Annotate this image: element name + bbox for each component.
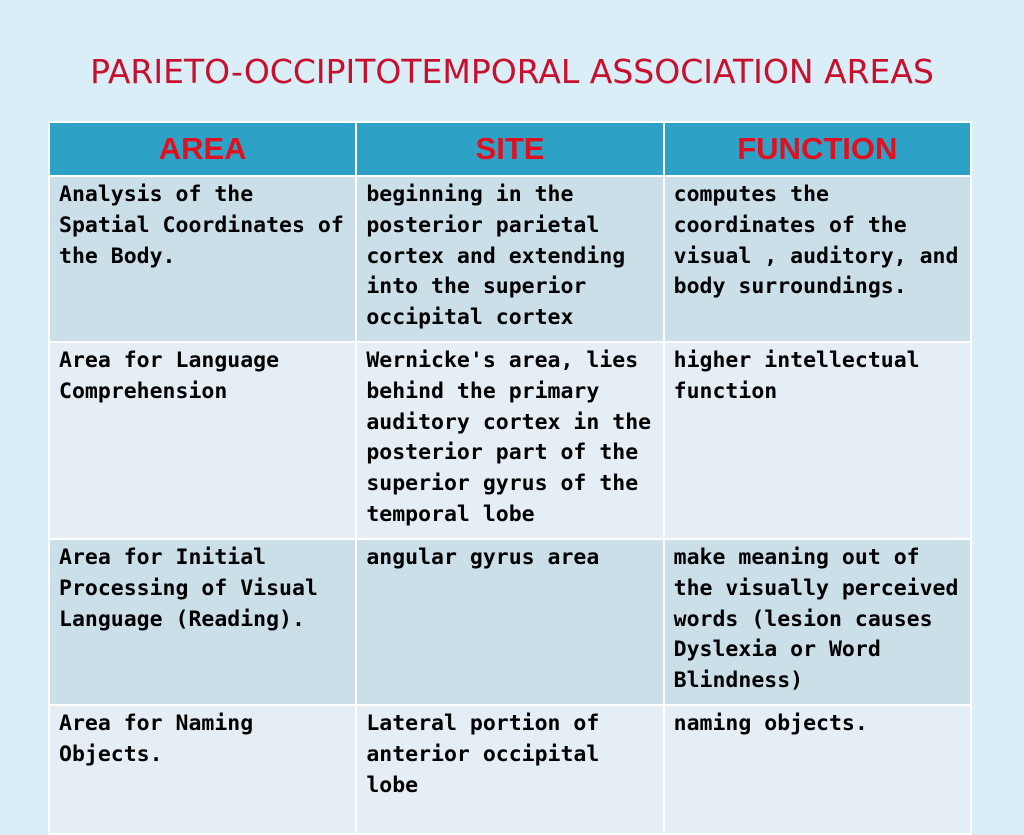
- area-cell: Area for Naming Objects.: [49, 705, 356, 834]
- table-row: [49, 342, 971, 539]
- area-cell: Area for Initial Processing of Visual Language (Reading).: [49, 539, 356, 705]
- function-cell: computes the coordinates of the visual , auditory, and body surroundings.: [664, 176, 971, 342]
- table-row: [49, 539, 971, 705]
- header-area: AREA: [49, 122, 356, 176]
- site-cell: Wernicke's area, lies behind the primary auditory cortex in the posterior part of the superior gyrus of the temporal lobe: [356, 342, 663, 539]
- header-site: SITE: [356, 122, 663, 176]
- table-header-row: [49, 122, 971, 176]
- site-cell: beginning in the posterior parietal cortex and extending into the superior occipital cortex: [356, 176, 663, 342]
- table-row: [49, 176, 971, 342]
- function-cell: make meaning out of the visually perceived words (lesion causes Dyslexia or Word Blindness): [664, 539, 971, 705]
- function-cell: higher intellectual function: [664, 342, 971, 539]
- header-function: FUNCTION: [664, 122, 971, 176]
- table-row: [49, 705, 971, 834]
- area-cell: Analysis of the Spatial Coordinates of the Body.: [49, 176, 356, 342]
- function-cell: naming objects.: [664, 705, 971, 834]
- slide-title: PARIETO-OCCIPITOTEMPORAL ASSOCIATION AREAS: [90, 52, 934, 91]
- association-areas-table: [48, 121, 970, 798]
- area-cell: Area for Language Comprehension: [49, 342, 356, 539]
- site-cell: Lateral portion of anterior occipital lobe: [356, 705, 663, 834]
- site-cell: angular gyrus area: [356, 539, 663, 705]
